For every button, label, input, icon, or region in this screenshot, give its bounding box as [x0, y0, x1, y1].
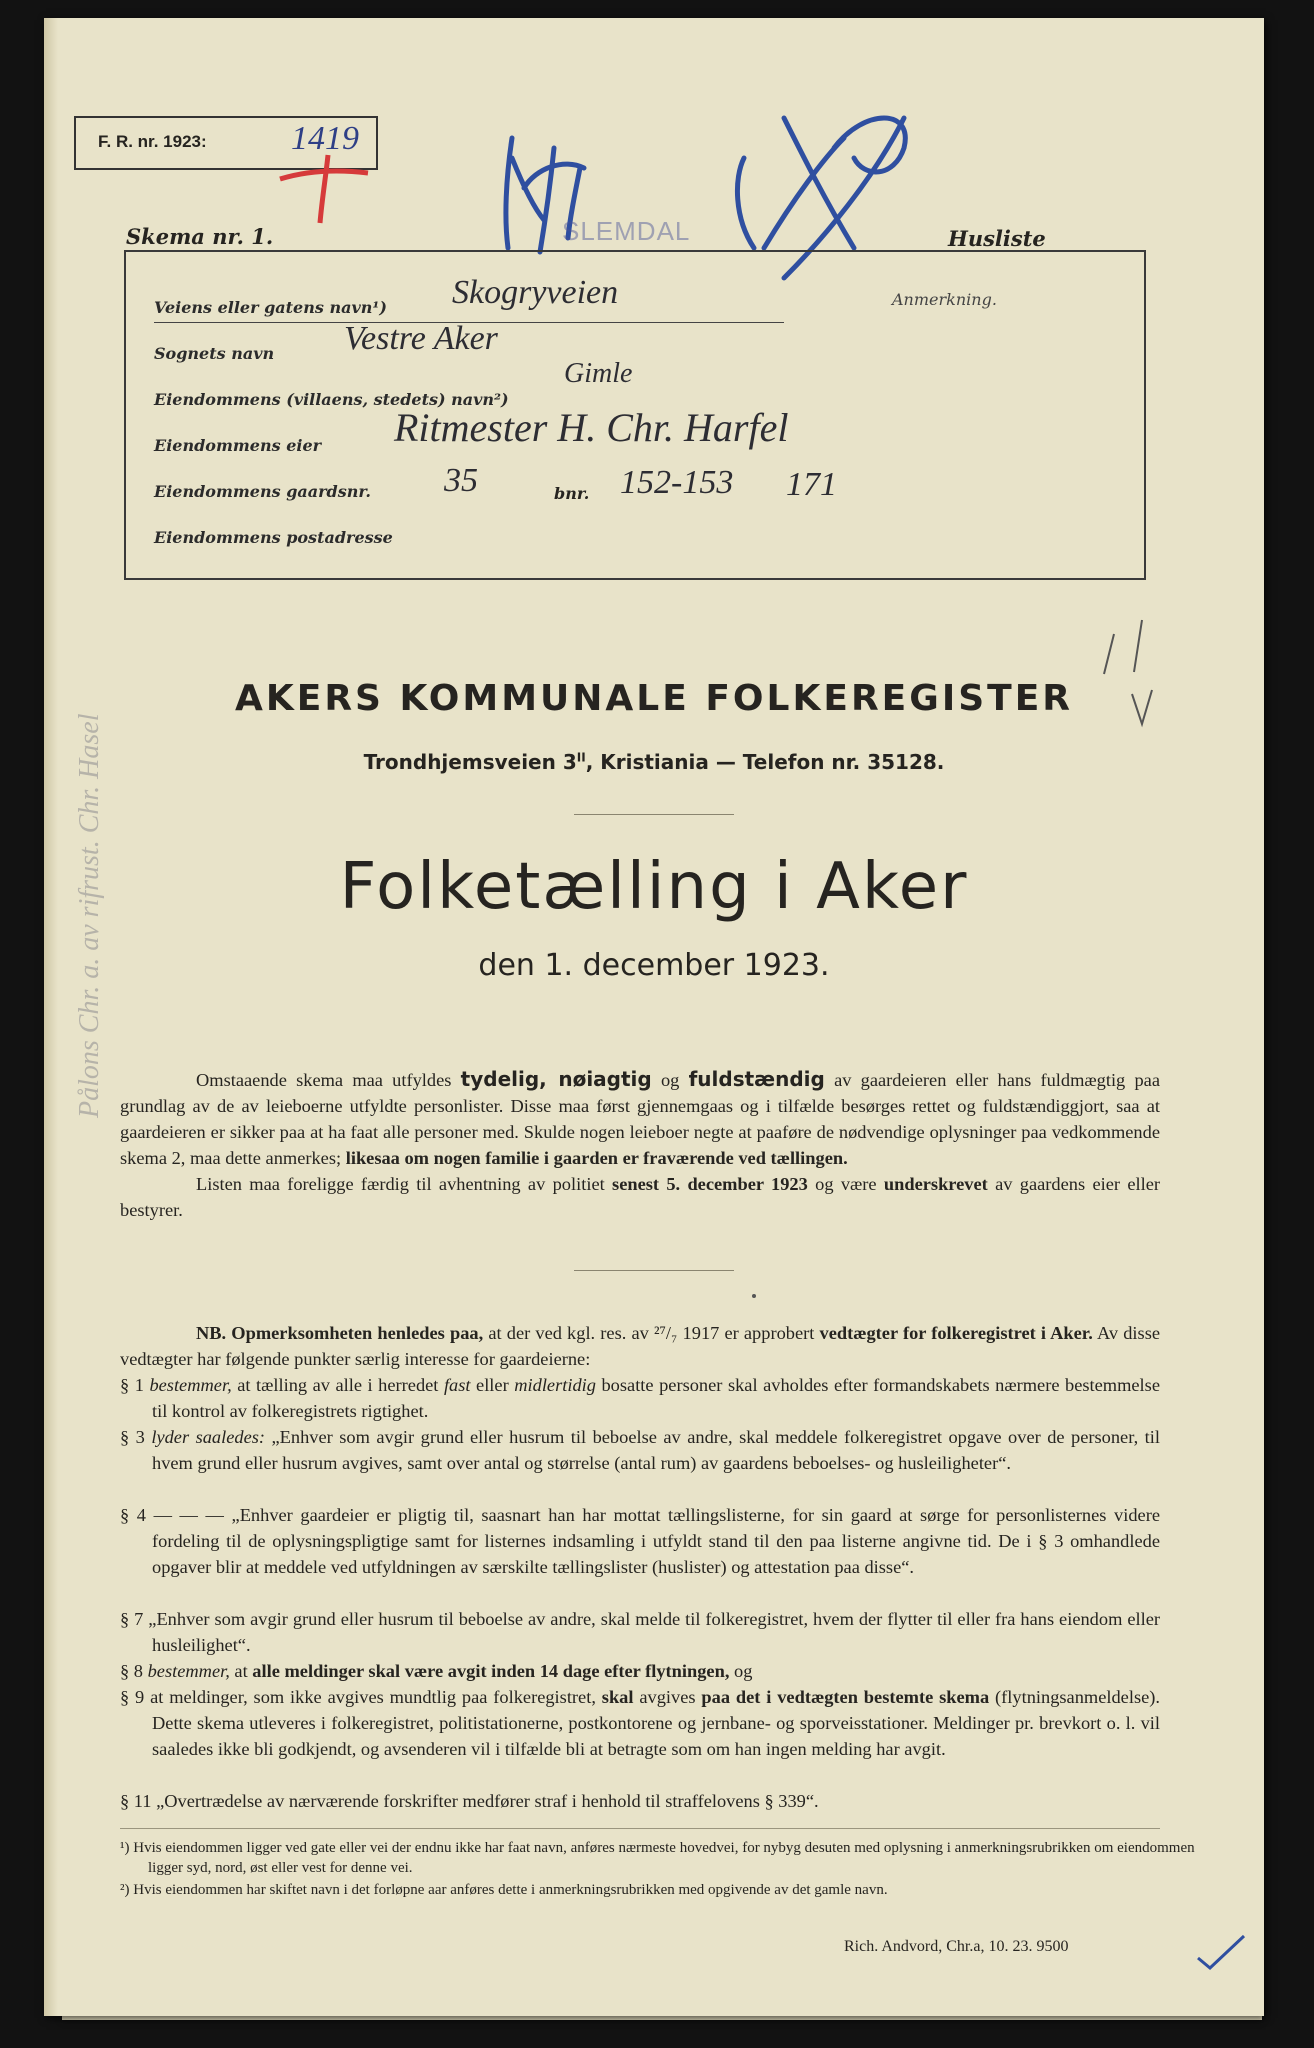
husliste-label: Husliste	[948, 226, 1046, 251]
gaardsnr-label: Eiendommens gaardsnr.	[154, 482, 371, 501]
section-7: § 7 „Enhver som avgir grund eller husrum til beboelse av andre, skal melde til folkeregistret, hvem der flytter til eller fra hans eiendom eller husleilighet“.	[120, 1609, 1160, 1655]
section-4: § 4 — — — „Enhver gaardeier er pligtig til, saasnart han har mottat tællingslisterne, for sin gaard at sørge for personlisternes videre fordeling til de oplysningspligtige samt for listernes indsamling i utfyldt stand til den paa listerne angivne tid. De i § 3 omhandlede opgaver blir at meddele ved utfyldningen av særskilte tællingslister (huslister) og attestation paa disse“.	[120, 1505, 1160, 1577]
slemdal-stamp: SLEMDAL	[562, 216, 691, 246]
document-title: Folketælling i Aker	[339, 850, 969, 924]
bnr-extra-value: 171	[786, 466, 837, 503]
property-name-value: Gimle	[564, 358, 633, 389]
document-date: den 1. december 1923.	[478, 948, 830, 983]
fr-value: 1419	[291, 120, 359, 157]
parish-label: Sognets navn	[154, 344, 275, 363]
org-heading: AKERS KOMMUNALE FOLKEREGISTER	[234, 678, 1074, 719]
red-cross-mark	[276, 151, 372, 225]
bnr-label: bnr.	[554, 484, 590, 503]
section-1: § 1 bestemmer, at tælling av alle i herredet fast eller midlertidig bosatte personer skal avholdes efter formandskabets nærmere bestemmelse til kontrol av folkeregistrets rigtighet.	[120, 1375, 1160, 1421]
skema-number: Skema nr. 1.	[126, 224, 274, 249]
org-address: Trondhjemsveien $3^{II}$, Kristiania — Telefon nr. 35128.	[363, 750, 945, 774]
property-form-box	[124, 250, 1146, 580]
property-name-label: Eiendommens (villaens, stedets) navn²)	[154, 390, 509, 409]
owner-value: Ritmester H. Chr. Harfel	[394, 405, 789, 450]
anmerkning-label: Anmerkning.	[892, 290, 997, 309]
fr-label: F. R. nr. 1923:	[98, 132, 207, 151]
section-9: § 9 at meldinger, som ikke avgives mundtlig paa folkeregistret, skal avgives paa det i vedtægten bestemte skema (flytningsanmeldelse). Dette skema utleveres i folkeregistret, politistationerne, postkontorene og jernbane- og sporveisstationer. Meldinger pr. brevkort o. l. vil saaledes ikke bli godkjendt, og avsenderen vil i tilfælde bli at betragte som om han ingen melding har avgit.	[120, 1687, 1160, 1759]
section-8: § 8 bestemmer, at alle meldinger skal være avgit inden 14 dage efter flytningen, og	[120, 1661, 753, 1681]
owner-label: Eiendommens eier	[154, 436, 322, 455]
bnr-value: 152-153	[620, 464, 734, 501]
section-11: § 11 „Overtrædelse av nærværende forskrifter medfører straf i henhold til straffelovens § 339“.	[120, 1791, 819, 1811]
checkmark-ink	[1192, 1928, 1252, 1978]
nb-paragraph: NB. Opmerksomheten henledes paa, at der ved kgl. res. av ²⁷/₇ 1917 er approbert vedtægter for folkeregistret i Aker. Av disse vedtægter har følgende punkter særlig interesse for gaardeierne:	[120, 1323, 1161, 1369]
footnote-2: ²) Hvis eiendommen har skiftet navn i det forløpne aar anføres dette i anmerkningsrubrikken med opgivende av det gamle navn.	[120, 1882, 888, 1898]
census-form-page	[44, 18, 1264, 2016]
margin-note: Pålons Chr. a. av rifrust. Chr. Hasel	[74, 713, 105, 1118]
instructions-paragraph: Omstaaende skema maa utfyldes tydelig, nøiagtig og fuldstændig av gaardeieren eller hans fuldmægtig paa grundlag av de av leieboerne utfyldte personlister. Disse maa først gjennemgaas og i tilfælde besørges rettet og fuldstændiggjort, saa at gaardeieren er sikker paa at ha faat alle personer med. Skulde nogen leieboer negte at paaføre de nødvendige oplysninger paa vedkommende skema 2, maa dette anmerkes; likesaa om nogen familie i gaarden er fraværende ved tællingen. Listen maa foreligge færdig til avhentning av politiet senest 5. december 1923 og være underskrevet av gaardens eier eller bestyrer.	[120, 1067, 1160, 1220]
street-name-label: Veiens eller gatens navn¹)	[154, 298, 387, 317]
gaardsnr-value: 35	[444, 462, 478, 499]
section-3: § 3 lyder saaledes: „Enhver som avgir grund eller husrum til beboelse av andre, skal meddele folkeregistret opgave over de personer, til hvem grund eller husrum avgives, samt over antal og størrelse (antal rum) av gaardens beboelses- og husleiligheter“.	[120, 1427, 1160, 1473]
postal-address-label: Eiendommens postadresse	[154, 528, 393, 547]
street-name-value: Skogryveien	[452, 274, 619, 311]
parish-value: Vestre Aker	[344, 320, 498, 357]
printer-line: Rich. Andvord, Chr.a, 10. 23. 9500	[844, 1938, 1069, 1955]
footnote-1: ¹) Hvis eiendommen ligger ved gate eller vei der endnu ikke har faat navn, anføres nærmeste hovedvei, for nybyg desuten med oplysning i anmerkningsrubrikken om eiendommen ligger syd, nord, øst eller vest for denne vei.	[120, 1840, 1195, 1876]
